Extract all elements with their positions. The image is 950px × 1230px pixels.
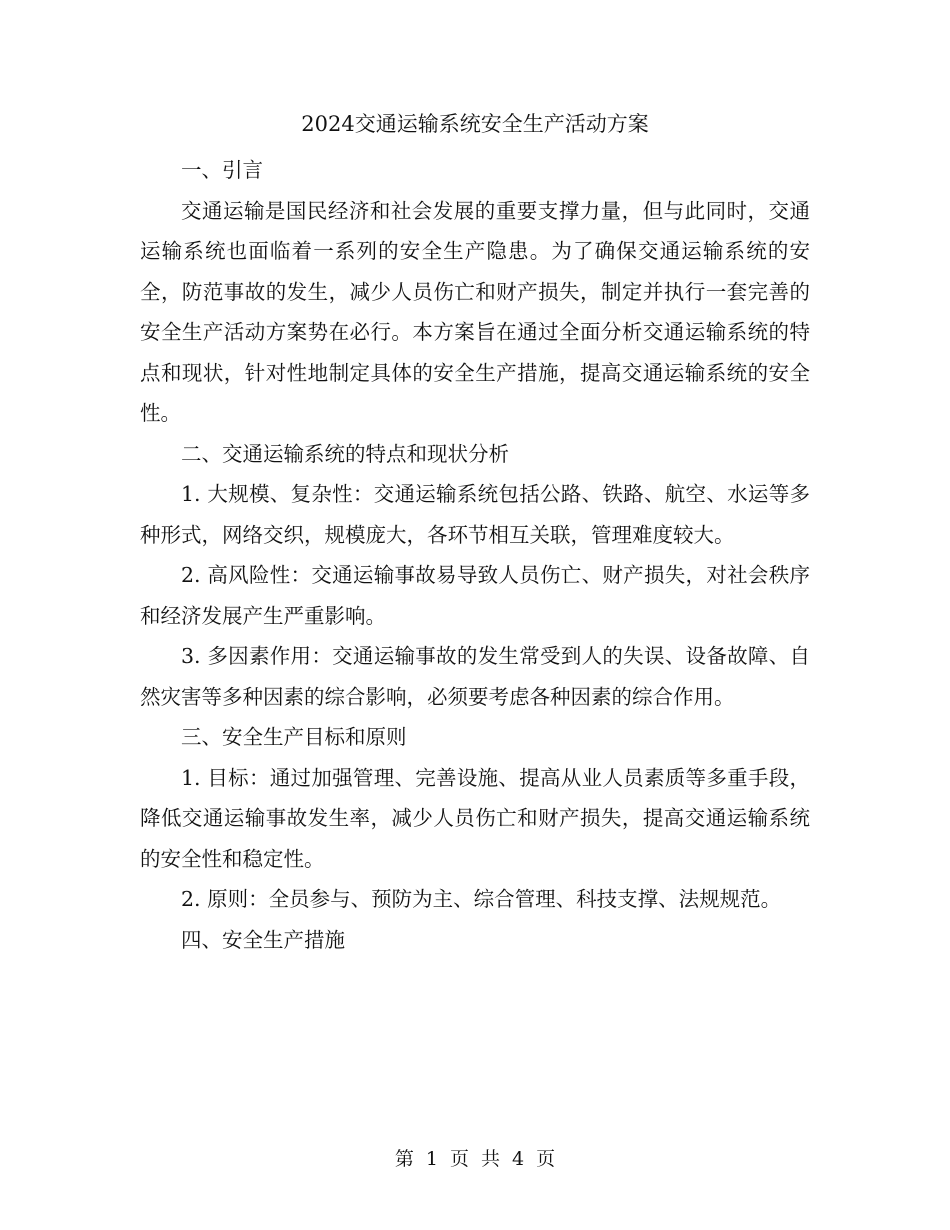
document-title: 2024交通运输系统安全生产活动方案	[301, 112, 649, 136]
section-heading-measures: 四、安全生产措施	[181, 927, 345, 952]
paragraph-introduction: 交通运输是国民经济和社会发展的重要支撑力量，但与此同时，交通运输系统也面临着一系列的安全生产隐患。为了确保交通运输系统的安全，防范事故的发生，减少人员伤亡和财产损失，制定并执行一套完善的安全生产活动方案势在必行。本方案旨在通过全面分析交通运输系统的特点和现状，针对性地制定具体的安全生产措施，提高交通运输系统的安全性。	[140, 198, 810, 425]
list-item-goal: 1. 目标：通过加强管理、完善设施、提高从业人员素质等多重手段，降低交通运输事故发生率，减少人员伤亡和财产损失，提高交通运输系统的安全性和稳定性。	[140, 765, 810, 871]
section-heading-analysis: 二、交通运输系统的特点和现状分析	[181, 441, 509, 466]
list-item-high-risk: 2. 高风险性：交通运输事故易导致人员伤亡、财产损失，对社会秩序和经济发展产生严重影响。	[140, 563, 810, 628]
list-item-principles: 2. 原则：全员参与、预防为主、综合管理、科技支撑、法规规范。	[181, 887, 782, 911]
document-body	[140, 150, 810, 960]
page-number-footer: 第 1 页 共 4 页	[394, 1148, 556, 1170]
section-heading-goals-principles: 三、安全生产目标和原则	[181, 725, 407, 749]
list-item-scale-complexity: 1. 大规模、复杂性：交通运输系统包括公路、铁路、航空、水运等多种形式，网络交织，规模庞大，各环节相互关联，管理难度较大。	[140, 482, 810, 547]
section-heading-introduction: 一、引言	[181, 158, 263, 182]
list-item-multiple-factors: 3. 多因素作用：交通运输事故的发生常受到人的失误、设备故障、自然灾害等多种因素的综合影响，必须要考虑各种因素的综合作用。	[140, 644, 810, 709]
